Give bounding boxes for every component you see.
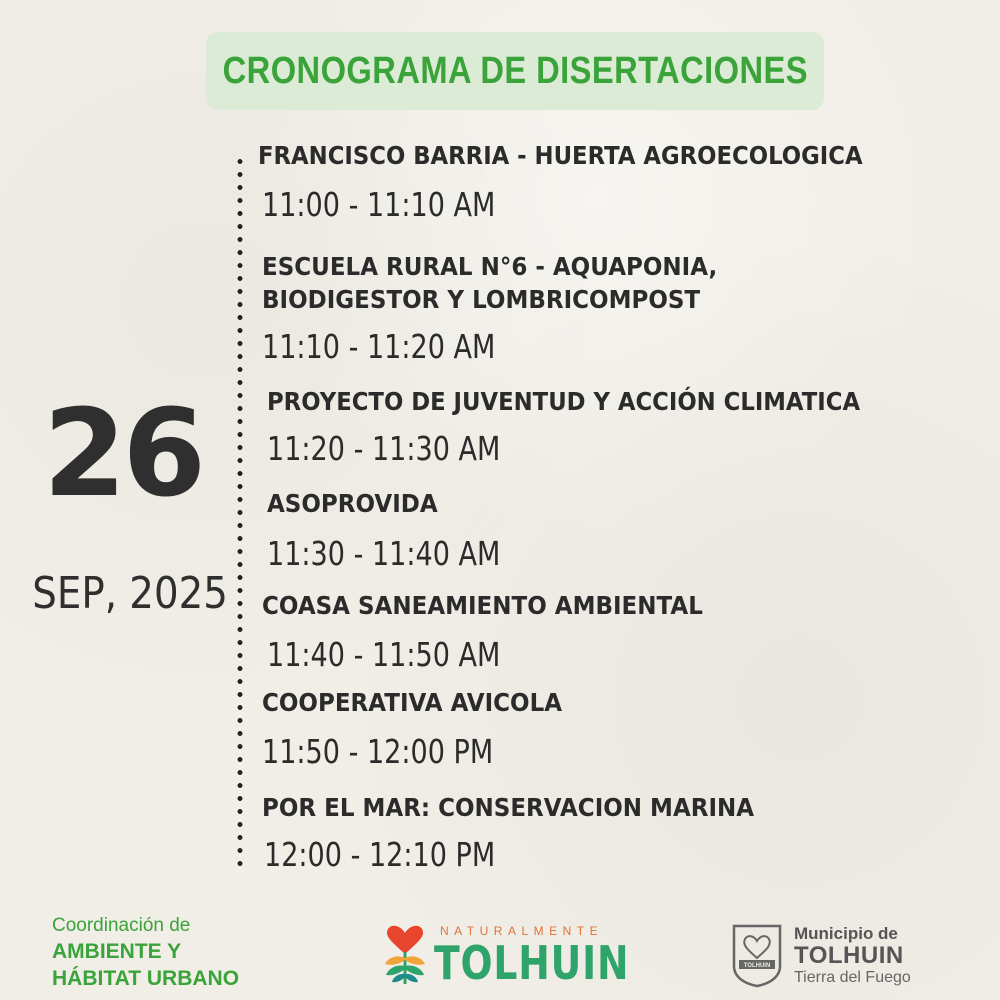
entry-title: PROYECTO DE JUVENTUD Y ACCIÓN CLIMATICA — [267, 387, 861, 416]
brand-tagline: NATURALMENTE — [440, 924, 604, 938]
header-banner — [206, 32, 824, 110]
date-month-year: SEP, 2025 — [32, 568, 228, 619]
coordination-label: Coordinación de — [52, 915, 191, 936]
heart-leaf-logo-icon — [382, 924, 428, 990]
page-title: CRONOGRAMA DE DISERTACIONES — [222, 49, 808, 92]
entry-time: 11:40 - 11:50 AM — [267, 635, 501, 674]
municipal-seal-icon — [728, 922, 786, 988]
entry-title: FRANCISCO BARRIA - HUERTA AGROECOLOGICA — [258, 141, 863, 170]
municipality-region: Tierra del Fuego — [794, 969, 911, 986]
entry-time: 11:10 - 11:20 AM — [262, 327, 496, 366]
entry-time: 11:20 - 11:30 AM — [267, 429, 501, 468]
entry-title: POR EL MAR: CONSERVACION MARINA — [262, 793, 755, 822]
brand-name: TOLHUIN — [434, 936, 630, 990]
municipality-label: Municipio de — [794, 924, 898, 943]
entry-time: 11:30 - 11:40 AM — [267, 534, 501, 573]
coordination-area-line2: HÁBITAT URBANO — [52, 967, 240, 991]
coordination-block — [52, 915, 239, 991]
municipality-logo — [728, 920, 978, 990]
timeline-dotted-line — [237, 155, 243, 867]
coordination-area-line1: AMBIENTE Y — [52, 940, 182, 963]
entry-title: COOPERATIVA AVICOLA — [262, 688, 563, 717]
entry-title: ASOPROVIDA — [267, 489, 438, 518]
entry-title: ESCUELA RURAL N°6 - AQUAPONIA, — [262, 252, 718, 281]
municipality-name: TOLHUIN — [794, 942, 904, 969]
svg-text:TOLHUIN: TOLHUIN — [743, 963, 771, 969]
entry-time: 11:00 - 11:10 AM — [262, 185, 496, 224]
entry-title: COASA SANEAMIENTO AMBIENTAL — [262, 591, 703, 620]
entry-time: 12:00 - 12:10 PM — [264, 835, 496, 874]
date-day: 26 — [43, 385, 202, 524]
entry-title-line2: BIODIGESTOR Y LOMBRICOMPOST — [262, 285, 701, 314]
brand-logo — [382, 922, 682, 992]
entry-time: 11:50 - 12:00 PM — [262, 732, 494, 771]
